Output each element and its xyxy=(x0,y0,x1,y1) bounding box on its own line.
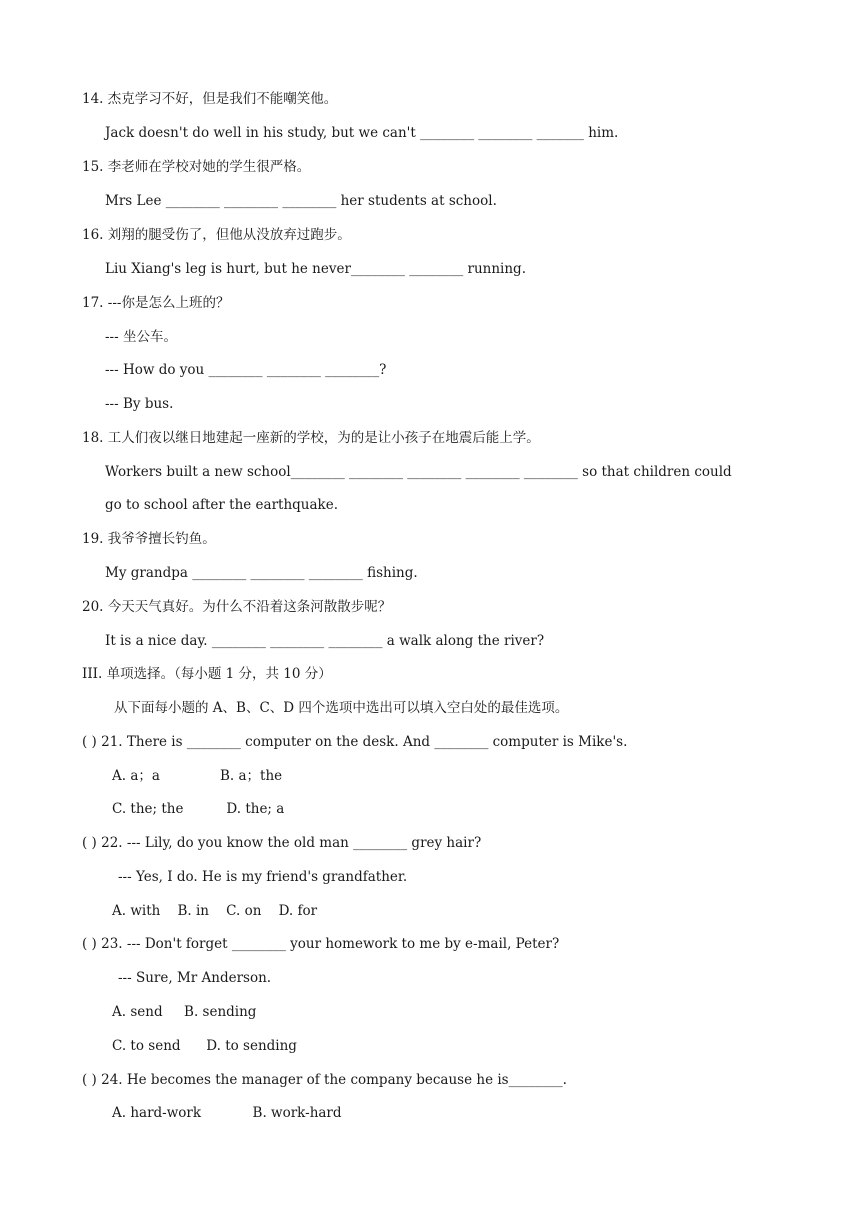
q15-chinese: 15. 李老师在学校对她的学生很严格。 xyxy=(82,159,311,175)
q19-chinese: 19. 我爷爷擅长钓鱼。 xyxy=(82,531,216,547)
q21-question: ( ) 21. There is ________ computer on the desk. And ________ computer is Mike's. xyxy=(82,734,628,750)
q23-dialogue-answer: --- Sure, Mr Anderson. xyxy=(118,970,272,986)
q17-english-answer: --- By bus. xyxy=(105,396,174,412)
q23-options-ab: A. send B. sending xyxy=(112,1004,257,1020)
q24-options-ab: A. hard-work B. work-hard xyxy=(112,1105,342,1121)
section-3-title: III. 单项选择。（每小题 1 分，共 10 分） xyxy=(82,666,332,682)
q22-question: ( ) 22. --- Lily, do you know the old man ________ grey hair? xyxy=(82,835,482,851)
q22-dialogue-answer: --- Yes, I do. He is my friend's grandfather. xyxy=(118,869,408,885)
q17-chinese-question: 17. ---你是怎么上班的？ xyxy=(82,295,230,311)
q16-chinese: 16. 刘翔的腿受伤了，但他从没放弃过跑步。 xyxy=(82,227,351,243)
q21-options-cd: C. the; the D. the; a xyxy=(112,801,285,817)
q15-english: Mrs Lee ________ ________ ________ her students at school. xyxy=(105,193,497,209)
q23-question: ( ) 23. --- Don't forget ________ your homework to me by e-mail, Peter? xyxy=(82,936,560,952)
q24-question: ( ) 24. He becomes the manager of the company because he is________. xyxy=(82,1072,567,1088)
q23-options-cd: C. to send D. to sending xyxy=(112,1038,297,1054)
q17-chinese-answer: --- 坐公车。 xyxy=(105,329,177,345)
q18-chinese: 18. 工人们夜以继日地建起一座新的学校，为的是让小孩子在地震后能上学。 xyxy=(82,430,540,446)
q16-english: Liu Xiang's leg is hurt, but he never________ ________ running. xyxy=(105,261,526,277)
section-3-instructions: 从下面每小题的 A、B、C、D 四个选项中选出可以填入空白处的最佳选项。 xyxy=(114,700,569,716)
q18-english-line2: go to school after the earthquake. xyxy=(105,497,339,513)
q14-english: Jack doesn't do well in his study, but we can't ________ ________ _______ him. xyxy=(105,125,619,141)
q21-options-ab: A. a；a B. a；the xyxy=(112,768,283,784)
q20-english: It is a nice day. ________ ________ ________ a walk along the river? xyxy=(105,633,545,649)
q17-english-question: --- How do you ________ ________ ________? xyxy=(105,362,387,378)
q19-english: My grandpa ________ ________ ________ fishing. xyxy=(105,565,418,581)
q22-options: A. with B. in C. on D. for xyxy=(112,903,318,919)
q14-chinese: 14. 杰克学习不好，但是我们不能嘲笑他。 xyxy=(82,91,338,107)
q18-english-line1: Workers built a new school________ ________ ________ ________ ________ so that children could xyxy=(105,464,732,480)
q20-chinese: 20. 今天天气真好。为什么不沿着这条河散散步呢？ xyxy=(82,599,392,615)
